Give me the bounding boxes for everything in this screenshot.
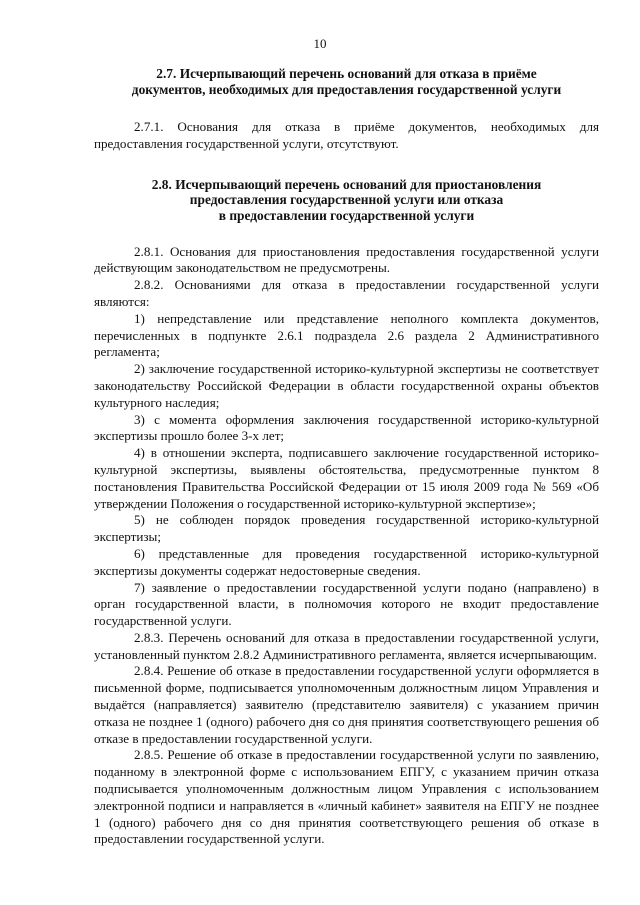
list-item-2: 2) заключение государственной историко-культурной экспертизы не соответствует законодательству Российской Федерации в области государственной охраны объектов культурного наследия; xyxy=(94,361,599,410)
list-item-4: 4) в отношении эксперта, подписавшего заключение государственной историко-культурной экспертизы, выявлены обстоятельства, предусмотренные пунктом 8 постановления Правительства Российской Федерации от 15 июля 2009 года № 569 «Об утверждении Положения о государственной историко-культурной экспертизе»; xyxy=(94,445,599,511)
heading-line: 2.8. Исчерпывающий перечень оснований для приостановления xyxy=(151,176,542,192)
paragraph-2-8-4: 2.8.4. Решение об отказе в предоставлении государственной услуги оформляется в письменной форме, подписывается уполномоченным должностным лицом Управления и выдаётся (направляется) заявителю (представителю заявителя) с указанием причин отказа не позднее 1 (одного) рабочего дня со дня принятия соответствующего решения об отказе в предоставлении государственной услуги. xyxy=(94,663,599,746)
heading-line: предоставления государственной услуги или отказа xyxy=(189,192,504,208)
paragraph-2-8-2: 2.8.2. Основаниями для отказа в предоставлении государственной услуги являются: xyxy=(94,277,599,309)
list-item-7: 7) заявление о предоставлении государственной услуги подано (направлено) в орган государственной власти, в полномочия которого не входит предоставление государственной услуги. xyxy=(94,579,599,629)
section-heading-2-7 xyxy=(94,66,599,97)
list-item-5: 5) не соблюден порядок проведения государственной историко-культурной экспертизы; xyxy=(94,512,599,545)
paragraph-2-8-1: 2.8.1. Основания для приостановления предоставления государственной услуги действующим законодательством не предусмотрены. xyxy=(94,243,599,276)
paragraph-2-8-5: 2.8.5. Решение об отказе в предоставлении государственной услуги по заявлению, поданному в электронной форме с использованием ЕПГУ, с указанием причин отказа подписывается уполномоченным должностным лицом Управления с использованием электронной подписи и направляется в «личный кабинет» заявителя на ЕПГУ не позднее 1 (одного) рабочего дня со дня принятия соответствующего решения об отказе в предоставлении государственной услуги. xyxy=(94,747,599,847)
list-item-6: 6) представленные для проведения государственной историко-культурной экспертизы документы содержат недостоверные сведения. xyxy=(94,545,599,578)
page-number: 10 xyxy=(313,36,327,51)
list-item-3: 3) с момента оформления заключения государственной историко-культурной экспертизы прошло более 3-х лет; xyxy=(94,411,599,444)
paragraph-2-7-1: 2.7.1. Основания для отказа в приёме документов, необходимых для предоставления государственной услуги, отсутствуют. xyxy=(94,119,599,151)
heading-line: в предоставлении государственной услуги xyxy=(218,207,475,223)
heading-line: 2.7. Исчерпывающий перечень оснований для отказа в приёме xyxy=(156,66,537,81)
heading-line: документов, необходимых для предоставления государственной услуги xyxy=(131,81,562,97)
document-body xyxy=(94,66,599,848)
section-heading-2-8 xyxy=(94,177,599,224)
list-item-1: 1) непредставление или представление неполного комплекта документов, перечисленных в подпункте 2.6.1 подраздела 2.6 раздела 2 Административного регламента; xyxy=(94,310,599,360)
paragraph-2-8-3: 2.8.3. Перечень оснований для отказа в предоставлении государственной услуги, установленный пунктом 2.8.2 Административного регламента, является исчерпывающим. xyxy=(94,629,599,662)
